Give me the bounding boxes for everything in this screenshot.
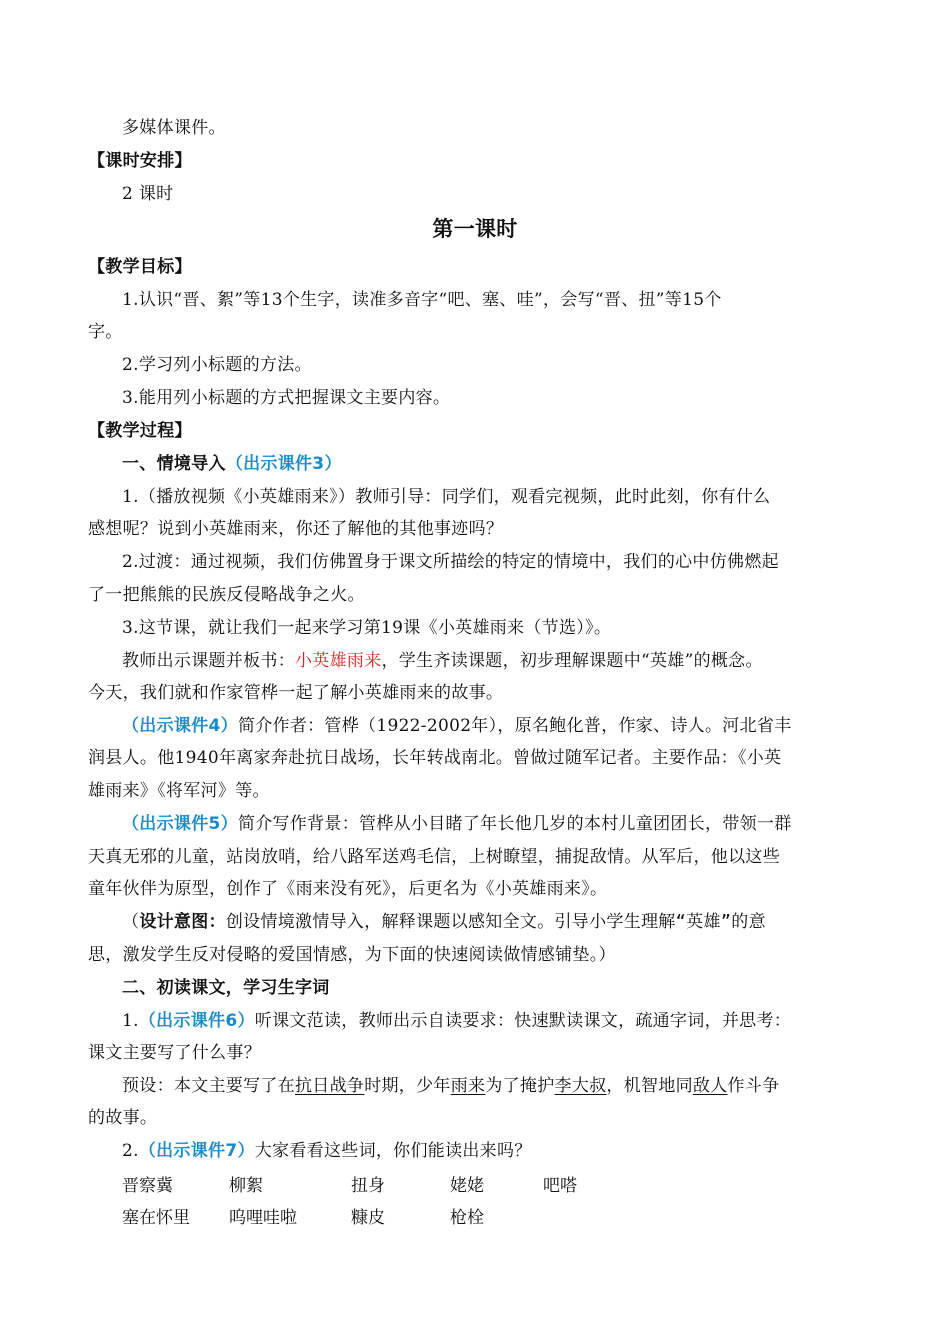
- q1-line-1: [122, 1009, 868, 1033]
- underlined-uncle-li: 李大叔: [554, 1076, 607, 1096]
- q2-line: [122, 1139, 868, 1163]
- para-6-text: 简介写作背景：管桦从小目睹了年长他几岁的本村儿童团团长，带领一群: [237, 814, 792, 834]
- underlined-enemy: 敌人: [692, 1076, 728, 1096]
- q1-line-2: 课文主要写了什么事？: [88, 1043, 261, 1063]
- answer-text-d: ，机智地同: [606, 1076, 693, 1096]
- courseware-ref-5: （出示课件5）: [122, 814, 238, 834]
- q2-text: 大家看看这些词，你们能读出来吗？: [254, 1141, 532, 1161]
- process-heading: 【教学过程】: [88, 421, 192, 441]
- courseware-ref-7: （出示课件7）: [138, 1141, 255, 1161]
- para-5-line-3: 雄雨来》《将军河》等。: [88, 781, 270, 801]
- para-6-line-2: 天真无邪的儿童，站岗放哨，给八路军送鸡毛信，上树瞭望，捕捉敌情。从军后，他以这些: [88, 847, 780, 867]
- courseware-ref-3: （出示课件3）: [225, 454, 342, 474]
- para-3: 3.这节课，就让我们一起来学习第19课《小英雄雨来（节选）》。: [122, 618, 612, 638]
- answer-line-2: 的故事。: [88, 1108, 158, 1128]
- design-intent-text: 创设情境激情导入，解释课题以感知全文。引导小学生理解“英雄”的意: [225, 912, 766, 932]
- answer-text-b: 时期，少年: [364, 1076, 451, 1096]
- para-4-text-b: ，学生齐读课题，初步理解课题中“英雄”的概念。: [381, 651, 763, 671]
- section-1-title: [122, 452, 868, 476]
- para-6-line-3: 童年伙伴为原型，创作了《雨来没有死》，后更名为《小英雄雨来》。: [88, 879, 608, 899]
- vocab-word: 晋察冀: [122, 1176, 173, 1196]
- vocab-word: 姥姥: [450, 1176, 484, 1196]
- design-intent-label: 设计意图：: [139, 912, 226, 932]
- section-1-heading: 一、情境导入: [122, 454, 226, 474]
- vocab-word: 糠皮: [351, 1208, 385, 1228]
- answer-text-a: 预设：本文主要写了在: [122, 1076, 295, 1096]
- goal-3: 3.能用列小标题的方式把握课文主要内容。: [122, 388, 451, 408]
- board-title: 小英雄雨来: [295, 651, 382, 671]
- schedule-text: 2 课时: [122, 184, 174, 204]
- vocab-word: 呜哩哇啦: [229, 1208, 297, 1228]
- design-intent-line-2: 思，激发学生反对侵略的爱国情感，为下面的快速阅读做情感铺垫。）: [88, 945, 616, 965]
- design-open-paren: （: [122, 912, 140, 932]
- underlined-war: 抗日战争: [295, 1076, 365, 1096]
- courseware-ref-6: （出示课件6）: [138, 1011, 255, 1031]
- para-2-line-2: 了一把熊熊的民族反侵略战争之火。: [88, 585, 365, 605]
- goal-2: 2.学习列小标题的方法。: [122, 355, 312, 375]
- para-4-text-a: 教师出示课题并板书：: [122, 651, 295, 671]
- courseware-ref-4: （出示课件4）: [122, 716, 238, 736]
- para-5-text: 简介作者：管桦（1922-2002年），原名鲍化普，作家、诗人。河北省丰: [237, 716, 792, 736]
- answer-text-c: 为了掩护: [485, 1076, 555, 1096]
- q1-text: 听课文范读，教师出示自读要求：快速默读课文，疏通字词，并思考：: [254, 1011, 792, 1031]
- goal-1-line-2: 字。: [88, 322, 123, 342]
- para-1-line-2: 感想呢？说到小英雄雨来，你还了解他的其他事迹吗？: [88, 519, 504, 539]
- para-2-line-1: 2.过渡：通过视频，我们仿佛置身于课文所描绘的特定的情境中，我们的心中仿佛燃起: [122, 552, 779, 572]
- vocab-word: 扭身: [351, 1176, 385, 1196]
- para-4-line-1: [122, 649, 868, 673]
- design-intent-line-1: [122, 910, 868, 934]
- section-2-title: 二、初读课文，学习生字词: [122, 978, 330, 998]
- answer-text-e: 作斗争: [727, 1076, 780, 1096]
- para-4-line-2: 今天，我们就和作家管桦一起了解小英雄雨来的故事。: [88, 683, 504, 703]
- para-6-line-1: [122, 812, 868, 836]
- q1-number: 1.: [122, 1011, 139, 1031]
- underlined-yulai: 雨来: [450, 1076, 486, 1096]
- vocab-word: 枪栓: [450, 1208, 484, 1228]
- para-1-line-1: 1.（播放视频《小英雄雨来》）教师引导：同学们，观看完视频，此时此刻，你有什么: [122, 487, 771, 507]
- vocab-word: 塞在怀里: [122, 1208, 190, 1228]
- schedule-heading: 【课时安排】: [88, 151, 192, 171]
- q2-number: 2.: [122, 1141, 139, 1161]
- goals-heading: 【教学目标】: [88, 257, 192, 277]
- materials-text: 多媒体课件。: [122, 118, 226, 138]
- vocab-word: 柳絮: [229, 1176, 263, 1196]
- answer-line-1: [122, 1074, 868, 1098]
- para-5-line-2: 润县人。他1940年离家奔赴抗日战场，长年转战南北。曾做过随军记者。主要作品：《小英: [88, 748, 782, 768]
- lesson-title: 第一课时: [432, 217, 518, 241]
- goal-1-line-1: 1.认识“晋、絮”等13个生字，读准多音字“吧、塞、哇”，会写“晋、扭”等15个: [122, 290, 722, 310]
- vocab-word: 吧嗒: [543, 1176, 577, 1196]
- para-5-line-1: [122, 714, 868, 738]
